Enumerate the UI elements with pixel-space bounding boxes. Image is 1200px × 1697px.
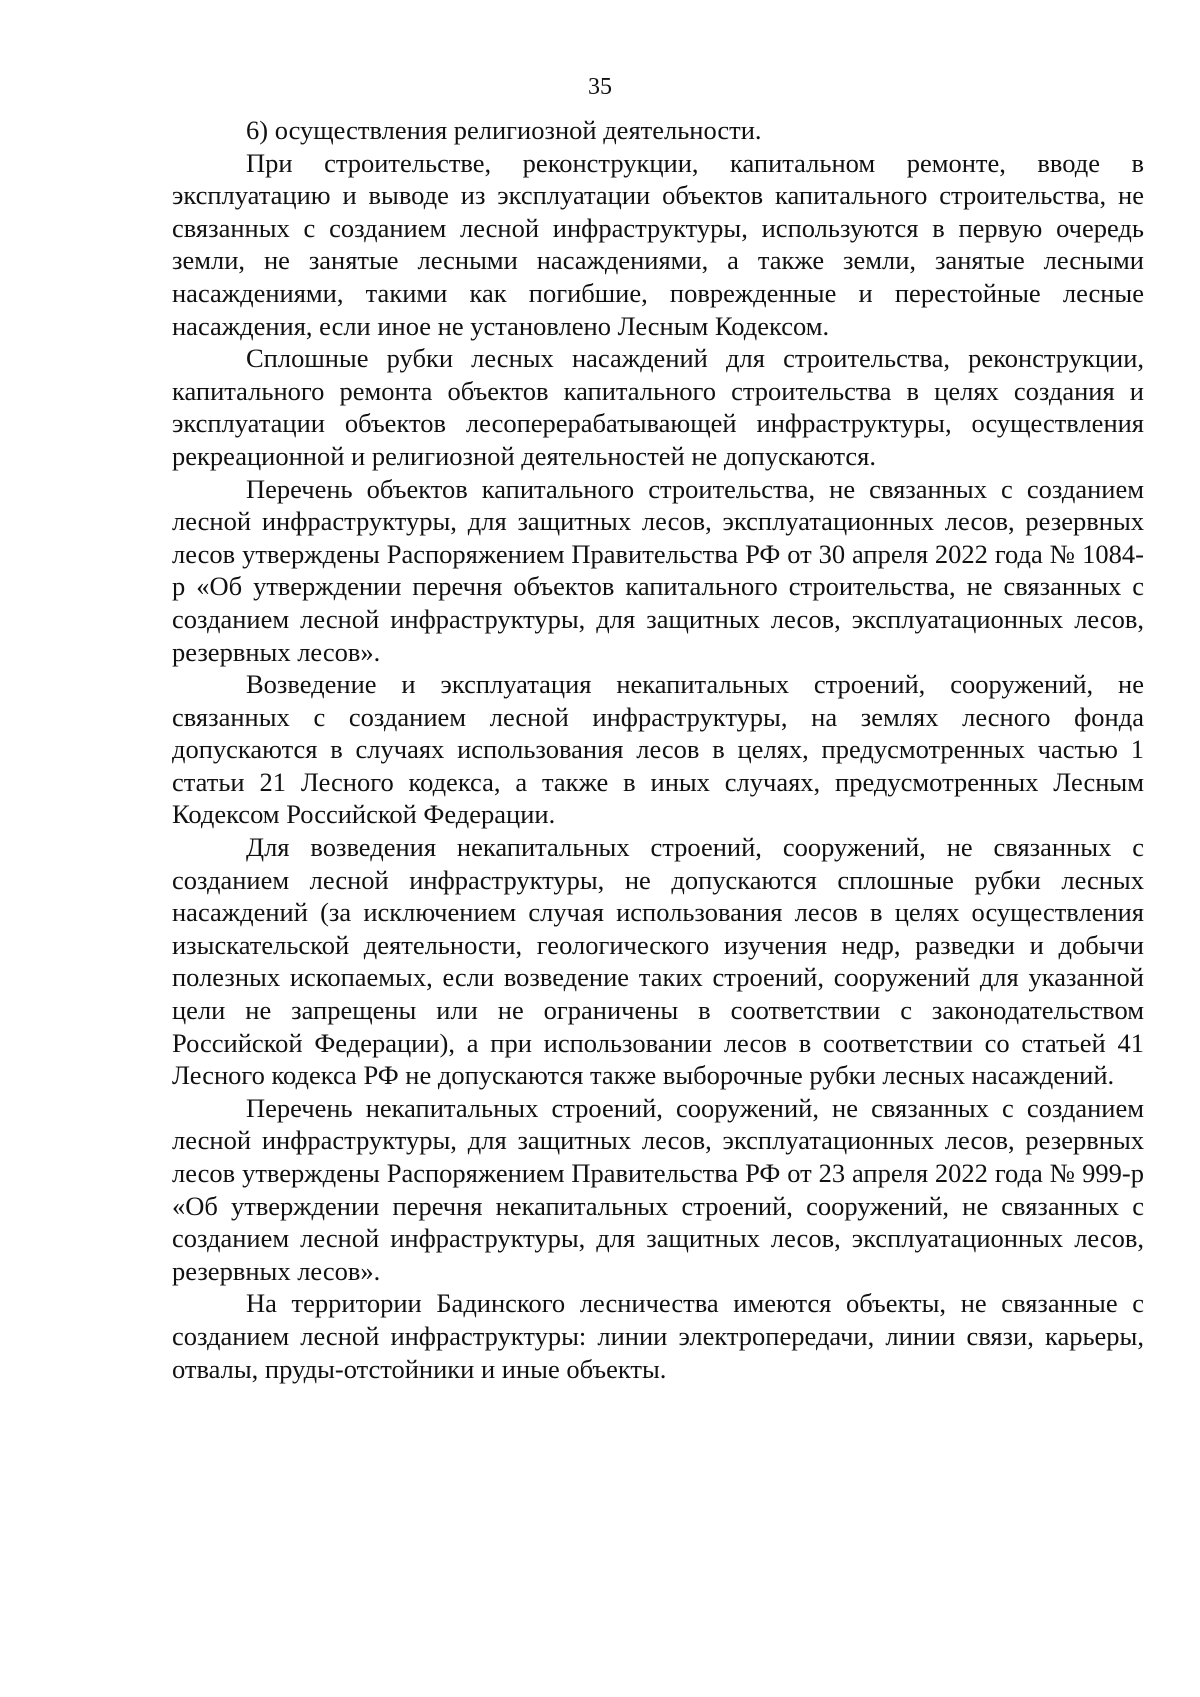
paragraph-noncapital-objects-list-decree: Перечень некапитальных строений, сооружений, не связанных с созданием лесной инфраструктуры, для защитных лесов, эксплуатационных лесов, резервных лесов утверждены Распоряжением Правительства РФ от 23 апреля 2022 года № 999-р «Об утверждении перечня некапитальных строений, сооружений, не связанных с созданием лесной инфраструктуры, для защитных лесов, эксплуатационных лесов, резервных лесов». [172, 1092, 1144, 1286]
paragraph-religious-activity-item: 6) осуществления религиозной деятельности. [246, 115, 762, 145]
paragraph-badinsky-forestry-objects: На территории Бадинского лесничества имеются объекты, не связанные с созданием лесной инфраструктуры: линии электропередачи, линии связи, карьеры, отвалы, пруды-отстойники и иные объекты. [172, 1288, 1144, 1384]
paragraph-clear-cutting-restriction: Сплошные рубки лесных насаждений для строительства, реконструкции, капитального ремонта объектов капитального строительства в целях создания и эксплуатации объектов лесоперерабатывающей инфраструктуры, осуществления рекреационной и религиозной деятельностей не допускаются. [172, 343, 1144, 471]
paragraph-noncapital-structures-permission: Возведение и эксплуатация некапитальных строений, сооружений, не связанных с созданием лесной инфраструктуры, на землях лесного фонда допускаются в случаях использования лесов в целях, предусмотренных частью 1 статьи 21 Лесного кодекса, а также в иных случаях, предусмотренных Лесным Кодексом Российской Федерации. [172, 669, 1144, 830]
page-number: 35 [588, 74, 612, 100]
paragraph-noncapital-cutting-restriction: Для возведения некапитальных строений, сооружений, не связанных с созданием лесной инфраструктуры, не допускаются сплошные рубки лесных насаждений (за исключением случая использования лесов в целях осуществления изыскательской деятельности, геологического изучения недр, разведки и добычи полезных ископаемых, если возведение таких строений, сооружений для указанной цели не запрещены или не ограничены в соответствии с законодательством Российской Федерации), а при использовании лесов в соответствии со статьей 41 Лесного кодекса РФ не допускаются также выборочные рубки лесных насаждений. [172, 832, 1144, 1091]
paragraph-capital-objects-list-decree: Перечень объектов капитального строительства, не связанных с созданием лесной инфраструктуры, для защитных лесов, эксплуатационных лесов, резервных лесов утверждены Распоряжением Правительства РФ от 30 апреля 2022 года № 1084-р «Об утверждении перечня объектов капитального строительства, не связанных с созданием лесной инфраструктуры, для защитных лесов, эксплуатационных лесов, резервных лесов». [172, 473, 1144, 667]
paragraph-capital-construction-land-use: При строительстве, реконструкции, капитальном ремонте, вводе в эксплуатацию и выводе из эксплуатации объектов капитального строительства, не связанных с созданием лесной инфраструктуры, используются в первую очередь земли, не занятые лесными насаждениями, а также земли, занятые лесными насаждениями, такими как погибшие, поврежденные и перестойные лесные насаждения, если иное не установлено Лесным Кодексом. [172, 147, 1144, 341]
document-body [172, 114, 1144, 1385]
